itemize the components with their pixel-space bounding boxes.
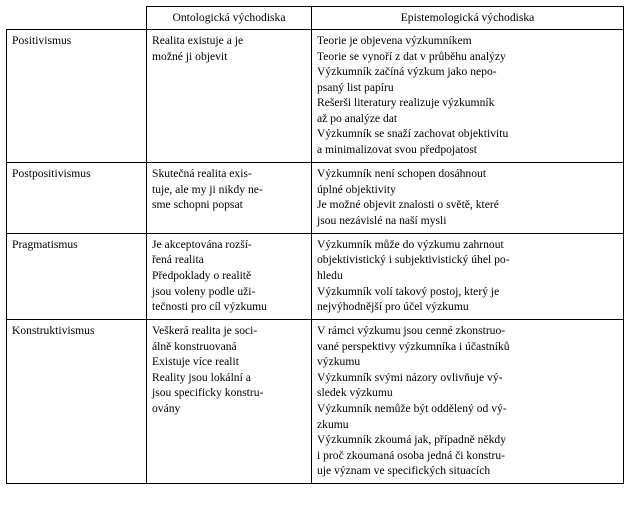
cell-line: Teorie je objevena výzkumníkem xyxy=(317,34,472,48)
cell-line: ovány xyxy=(152,401,181,415)
cell-line: Výzkumník může do výzkumu zahrnout xyxy=(317,237,504,251)
cell-line: Skutečná realita exis- xyxy=(152,167,252,181)
table-row xyxy=(7,30,624,163)
cell-line: hledu xyxy=(317,268,343,282)
cell-epistemology-pragmatismus xyxy=(312,233,624,319)
cell-line: Předpoklady o realitě xyxy=(152,268,252,282)
cell-line: a minimalizovat svou předpojatost xyxy=(317,143,478,156)
cell-line: Výzkumník volí takový postoj, který je xyxy=(317,284,500,298)
cell-line: úplné objektivity xyxy=(317,182,396,196)
cell-line: vané perspektivy výzkumníka i účastníků xyxy=(317,339,510,353)
table-row xyxy=(7,163,624,234)
cell-line: Výzkumník začíná výzkum jako nepo- xyxy=(317,65,497,79)
cell-line: výzkumu xyxy=(317,355,361,369)
cell-line: psaný list papíru xyxy=(317,80,394,94)
cell-line: uje význam ve specifických situacích xyxy=(317,464,491,478)
cell-line: Reality jsou lokální a xyxy=(152,370,251,384)
table-corner-cell xyxy=(7,7,147,30)
cell-line: jsou voleny podle uži- xyxy=(152,284,256,298)
cell-line: sme schopni popsat xyxy=(152,198,243,212)
cell-ontology-positivismus xyxy=(147,30,312,163)
table-body xyxy=(7,30,624,484)
cell-line: až po analýze dat xyxy=(317,111,398,125)
row-header-pragmatismus: Pragmatismus xyxy=(7,233,147,319)
cell-line: Výzkumník se snaží zachovat objektivitu xyxy=(317,127,509,141)
cell-line: zkumu xyxy=(317,417,349,431)
cell-line: i proč zkoumaná osoba jedná či konstru- xyxy=(317,448,506,462)
table-header-row xyxy=(7,7,624,30)
cell-ontology-pragmatismus xyxy=(147,233,312,319)
cell-ontology-postpositivismus xyxy=(147,163,312,234)
row-header-postpositivismus: Postpositivismus xyxy=(7,163,147,234)
cell-line: Výzkumník svými názory ovlivňuje vý- xyxy=(317,370,503,384)
cell-line: jsou specificky konstru- xyxy=(152,386,264,400)
row-header-konstruktivismus: Konstruktivismus xyxy=(7,320,147,484)
column-header-epistemology: Epistemologická východiska xyxy=(312,7,624,30)
cell-line: Rešerši literatury realizuje výzkumník xyxy=(317,96,495,110)
cell-line: nejvýhodnější pro účel výzkumu xyxy=(317,300,469,314)
table-row xyxy=(7,320,624,484)
cell-line: možné ji objevit xyxy=(152,49,228,63)
table-row xyxy=(7,233,624,319)
cell-epistemology-postpositivismus xyxy=(312,163,624,234)
cell-line: Výzkumník nemůže být oddělený od vý- xyxy=(317,401,507,415)
table-header xyxy=(7,7,624,30)
column-header-ontology: Ontologická východiska xyxy=(147,7,312,30)
cell-line: Výzkumník není schopen dosáhnout xyxy=(317,167,487,181)
cell-line: objektivistický i subjektivistický úhel po- xyxy=(317,253,510,267)
cell-line: álně konstruovaná xyxy=(152,339,237,353)
cell-line: V rámci výzkumu jsou cenné zkonstruo- xyxy=(317,324,506,338)
cell-epistemology-konstruktivismus xyxy=(312,320,624,484)
cell-line: řená realita xyxy=(152,253,204,267)
cell-line: Veškerá realita je soci- xyxy=(152,324,258,338)
cell-line: Výzkumník zkoumá jak, případně někdy xyxy=(317,433,506,447)
cell-line: Je možné objevit znalosti o světě, které xyxy=(317,198,499,212)
cell-line: Teorie se vynoří z dat v průběhu analýzy xyxy=(317,49,506,63)
cell-epistemology-positivismus xyxy=(312,30,624,163)
paradigms-table xyxy=(6,6,624,484)
cell-line: jsou nezávislé na naší mysli xyxy=(317,213,447,227)
cell-line: Existuje více realit xyxy=(152,355,239,369)
cell-line: sledek výzkumu xyxy=(317,386,393,400)
cell-line: tečnosti pro cíl výzkumu xyxy=(152,300,267,314)
cell-line: tuje, ale my ji nikdy ne- xyxy=(152,182,263,196)
cell-line: Realita existuje a je xyxy=(152,34,244,48)
cell-line: Je akceptována rozší- xyxy=(152,237,252,251)
row-header-positivismus: Positivismus xyxy=(7,30,147,163)
cell-ontology-konstruktivismus xyxy=(147,320,312,484)
